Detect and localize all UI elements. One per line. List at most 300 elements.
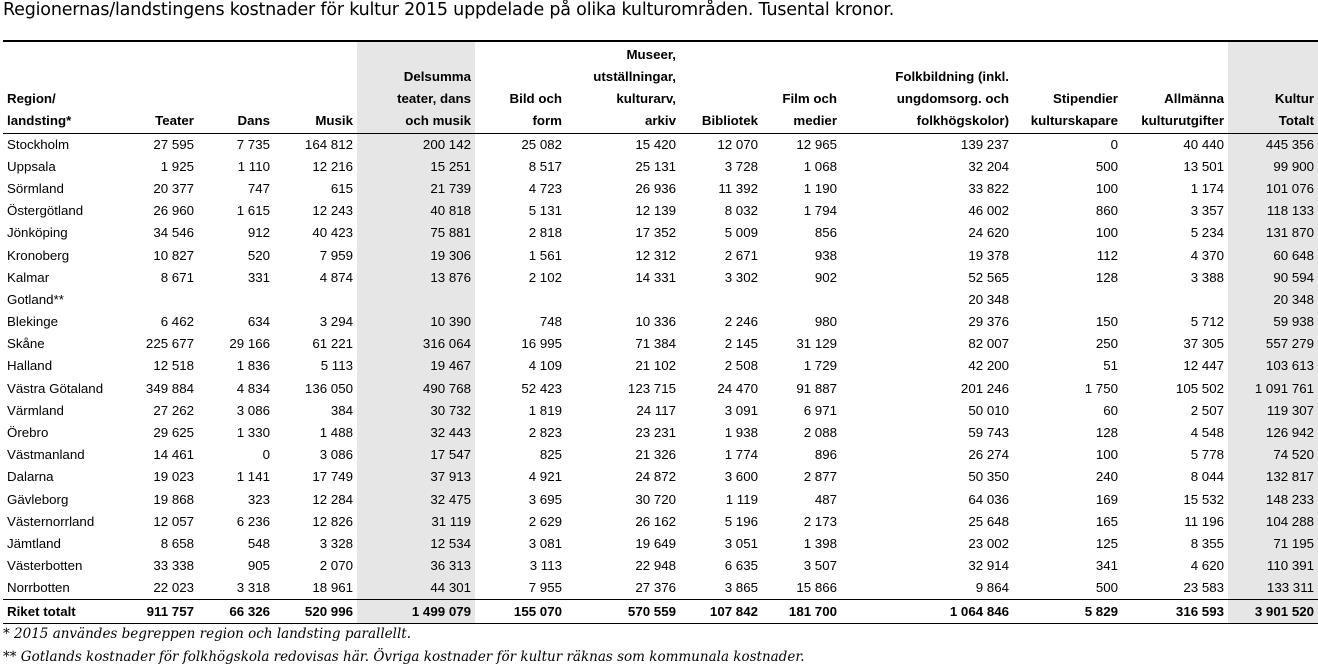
- row-label: Gotland**: [7, 291, 64, 307]
- table-cell: 349 884: [145, 380, 194, 396]
- table-cell: 26 274: [968, 447, 1009, 463]
- table-cell: 16 995: [521, 336, 562, 352]
- column-header: Kultur Totalt: [1228, 41, 1318, 133]
- table-cell: 8 032: [724, 203, 758, 219]
- table-cell: 6 236: [236, 513, 270, 529]
- table-cell: 3 328: [319, 535, 353, 551]
- table-cell: 520: [247, 247, 270, 263]
- table-cell: 100: [1095, 447, 1118, 463]
- table-cell: 61 221: [312, 336, 353, 352]
- table-cell: 150: [1095, 314, 1118, 330]
- table-cell: 40 440: [1183, 136, 1224, 152]
- table-row: [3, 222, 1318, 244]
- table-cell: 3 507: [803, 558, 837, 574]
- table-cell: 71 384: [635, 336, 676, 352]
- table-cell: 12 312: [635, 247, 676, 263]
- table-cell: 0: [262, 447, 270, 463]
- table-cell: 19 306: [357, 244, 475, 266]
- table-cell: 22 948: [635, 558, 676, 574]
- table-cell: 3 051: [724, 535, 758, 551]
- table-cell: 13 876: [357, 267, 475, 289]
- row-label: Gävleborg: [7, 491, 69, 507]
- table-cell: 5 712: [1190, 314, 1224, 330]
- table-cell: 3 357: [1190, 203, 1224, 219]
- table-cell: 3 600: [724, 469, 758, 485]
- table-cell: 341: [1095, 558, 1118, 574]
- table-row: [3, 200, 1318, 222]
- table-cell: 2 508: [724, 358, 758, 374]
- table-row: [3, 289, 1318, 311]
- table-cell: 71 195: [1228, 533, 1318, 555]
- table-cell: 3 695: [528, 491, 562, 507]
- table-cell: 29 376: [968, 314, 1009, 330]
- table-cell: 490 768: [357, 378, 475, 400]
- table-cell: [1013, 289, 1122, 311]
- table-cell: 26 960: [153, 203, 194, 219]
- table-cell: [475, 289, 566, 311]
- table-cell: [357, 289, 475, 311]
- table-cell: 2 246: [724, 314, 758, 330]
- table-cell: 22 023: [153, 580, 194, 596]
- table-cell: 46 002: [968, 203, 1009, 219]
- table-cell: 1 499 079: [357, 600, 475, 623]
- table-cell: 132 817: [1228, 466, 1318, 488]
- table-cell: 17 352: [635, 225, 676, 241]
- table-cell: 9 864: [975, 580, 1009, 596]
- column-header: Film och medier: [762, 41, 841, 133]
- table-cell: 32 443: [357, 422, 475, 444]
- table-cell: 12 284: [312, 491, 353, 507]
- table-cell: 123 715: [627, 380, 676, 396]
- table-cell: 31 129: [796, 336, 837, 352]
- table-cell: 64 036: [968, 491, 1009, 507]
- table-row: [3, 533, 1318, 555]
- table-cell: 12 139: [635, 203, 676, 219]
- table-cell: 37 305: [1183, 336, 1224, 352]
- table-cell: 825: [539, 447, 562, 463]
- table-cell: 128: [1095, 269, 1118, 285]
- table-cell: 15 420: [635, 136, 676, 152]
- column-header: Museer, utställningar, kulturarv, arkiv: [566, 41, 680, 133]
- table-cell: 2 173: [803, 513, 837, 529]
- table-cell: 17 547: [357, 444, 475, 466]
- table-cell: 5 196: [724, 513, 758, 529]
- table-cell: 101 076: [1228, 178, 1318, 200]
- table-cell: 548: [247, 535, 270, 551]
- table-cell: 570 559: [566, 600, 680, 623]
- table-cell: 856: [814, 225, 837, 241]
- table-cell: 13 501: [1183, 158, 1224, 174]
- table-cell: 15 251: [357, 156, 475, 178]
- table-cell: 21 326: [635, 447, 676, 463]
- table-cell: 34 546: [153, 225, 194, 241]
- table-cell: 2 088: [803, 425, 837, 441]
- table-cell: 82 007: [968, 336, 1009, 352]
- table-cell: 90 594: [1228, 267, 1318, 289]
- table-cell: 3 318: [236, 580, 270, 596]
- table-cell: 896: [814, 447, 837, 463]
- table-cell: 8 658: [160, 535, 194, 551]
- table-cell: 25 082: [521, 136, 562, 152]
- table-cell: 905: [247, 558, 270, 574]
- table-cell: 30 720: [635, 491, 676, 507]
- table-row: [3, 511, 1318, 533]
- table-cell: 26 162: [635, 513, 676, 529]
- table-cell: 3 091: [724, 402, 758, 418]
- row-label: Norrbotten: [7, 580, 70, 596]
- table-cell: 59 938: [1228, 311, 1318, 333]
- table-cell: 1 750: [1084, 380, 1118, 396]
- row-label: Kalmar: [7, 269, 50, 285]
- table-cell: 4 620: [1190, 558, 1224, 574]
- table-cell: 1 068: [803, 158, 837, 174]
- table-cell: 32 204: [968, 158, 1009, 174]
- table-cell: 25 131: [635, 158, 676, 174]
- table-row: [3, 400, 1318, 422]
- table-cell: 1 925: [160, 158, 194, 174]
- table-cell: 20 377: [153, 180, 194, 196]
- table-cell: 912: [247, 225, 270, 241]
- table-cell: 747: [247, 180, 270, 196]
- table-cell: 136 050: [304, 380, 353, 396]
- table-cell: 75 881: [357, 222, 475, 244]
- column-header: Delsumma teater, dans och musik: [357, 41, 475, 133]
- table-cell: 12 534: [357, 533, 475, 555]
- table-cell: [566, 289, 680, 311]
- table-cell: 1 488: [319, 425, 353, 441]
- row-label: Västernorrland: [7, 513, 95, 529]
- table-cell: 0: [1110, 136, 1118, 152]
- table-cell: 1 064 846: [841, 600, 1013, 623]
- culture-costs-table: [3, 40, 1318, 624]
- table-cell: 42 200: [968, 358, 1009, 374]
- row-label: Västerbotten: [7, 558, 83, 574]
- table-cell: 860: [1095, 203, 1118, 219]
- table-cell: 8 517: [528, 158, 562, 174]
- table-cell: 6 462: [160, 314, 194, 330]
- table-cell: 4 921: [528, 469, 562, 485]
- table-cell: 25 648: [968, 513, 1009, 529]
- table-row: [3, 422, 1318, 444]
- table-cell: 384: [330, 402, 353, 418]
- table-cell: 52 565: [968, 269, 1009, 285]
- table-cell: 19 023: [153, 469, 194, 485]
- table-cell: 1 091 761: [1228, 378, 1318, 400]
- table-cell: 316 064: [357, 333, 475, 355]
- total-row: [3, 600, 1318, 623]
- table-cell: 2 102: [528, 269, 562, 285]
- column-header: Bibliotek: [680, 41, 762, 133]
- table-cell: 52 423: [521, 380, 562, 396]
- table-cell: 1 794: [803, 203, 837, 219]
- table-row: [3, 444, 1318, 466]
- table-cell: 3 081: [528, 535, 562, 551]
- table-cell: 14 331: [635, 269, 676, 285]
- table-cell: 557 279: [1228, 333, 1318, 355]
- table-cell: 4 548: [1190, 425, 1224, 441]
- table-cell: 4 370: [1190, 247, 1224, 263]
- table-cell: 500: [1095, 158, 1118, 174]
- column-header: Dans: [198, 41, 274, 133]
- table-cell: 3 865: [724, 580, 758, 596]
- table-cell: 4 723: [528, 180, 562, 196]
- table-cell: 32 914: [968, 558, 1009, 574]
- row-label: Blekinge: [7, 314, 59, 330]
- table-cell: 3 086: [319, 447, 353, 463]
- row-label: Örebro: [7, 425, 49, 441]
- table-cell: 21 739: [357, 178, 475, 200]
- table-cell: 165: [1095, 513, 1118, 529]
- table-cell: [128, 289, 198, 311]
- table-cell: 126 942: [1228, 422, 1318, 444]
- table-cell: 36 313: [357, 555, 475, 577]
- row-label: Riket totalt: [3, 600, 128, 623]
- table-cell: 24 117: [636, 402, 676, 418]
- table-cell: 33 338: [153, 558, 194, 574]
- table-cell: 911 757: [128, 600, 198, 623]
- table-cell: 11 196: [1184, 513, 1224, 529]
- table-cell: 1 141: [236, 469, 270, 485]
- table-cell: 17 749: [312, 469, 353, 485]
- table-cell: 112: [1096, 247, 1118, 263]
- table-cell: 15 866: [796, 580, 837, 596]
- table-cell: 520 996: [274, 600, 357, 623]
- table-cell: 91 887: [796, 380, 837, 396]
- table-cell: 323: [247, 491, 270, 507]
- table-cell: 201 246: [960, 380, 1009, 396]
- table-cell: 12 826: [312, 513, 353, 529]
- table-cell: 24 872: [635, 469, 676, 485]
- table-cell: 125: [1095, 535, 1118, 551]
- table-cell: 60: [1103, 402, 1118, 418]
- table-cell: 1 174: [1190, 180, 1224, 196]
- table-cell: 615: [330, 180, 353, 196]
- table-cell: 250: [1095, 336, 1118, 352]
- table-cell: 3 294: [319, 314, 353, 330]
- table-cell: 331: [247, 269, 270, 285]
- table-cell: 1 190: [803, 180, 837, 196]
- table-cell: 5 778: [1190, 447, 1224, 463]
- table-cell: 5 829: [1013, 600, 1122, 623]
- footnote-1: * 2015 användes begreppen region och landsting parallellt.: [3, 626, 411, 642]
- table-cell: 15 532: [1183, 491, 1224, 507]
- table-cell: 1 119: [725, 491, 758, 507]
- table-cell: 19 649: [635, 535, 676, 551]
- row-label: Västmanland: [7, 447, 85, 463]
- table-cell: [762, 289, 841, 311]
- table-cell: 200 142: [357, 133, 475, 156]
- table-row: [3, 555, 1318, 577]
- table-cell: 12 965: [796, 136, 837, 152]
- table-cell: 60 648: [1228, 244, 1318, 266]
- table-cell: 128: [1095, 425, 1118, 441]
- table-cell: 181 700: [762, 600, 841, 623]
- row-label: Östergötland: [7, 203, 84, 219]
- table-cell: 2 507: [1190, 402, 1224, 418]
- table-cell: 12 243: [312, 203, 353, 219]
- row-label: Sörmland: [7, 180, 64, 196]
- row-label: Jämtland: [7, 535, 61, 551]
- table-row: [3, 133, 1318, 156]
- header-row: [3, 41, 1318, 133]
- table-cell: [680, 289, 762, 311]
- table-cell: 4 109: [528, 358, 562, 374]
- table-cell: 8 671: [160, 269, 194, 285]
- table-cell: 32 475: [357, 489, 475, 511]
- table-cell: 27 376: [635, 580, 676, 596]
- row-label: Uppsala: [7, 158, 56, 174]
- table-cell: 6 971: [803, 402, 837, 418]
- table-cell: 103 613: [1228, 355, 1318, 377]
- table-cell: 133 311: [1228, 577, 1318, 600]
- table-cell: 445 356: [1228, 133, 1318, 156]
- table-cell: 107 842: [680, 600, 762, 623]
- table-cell: 155 070: [475, 600, 566, 623]
- table-cell: 29 166: [229, 336, 270, 352]
- table-cell: 1 615: [236, 203, 270, 219]
- table-cell: 100: [1095, 180, 1118, 196]
- row-label: Jönköping: [7, 225, 68, 241]
- table-cell: 7 955: [528, 580, 562, 596]
- table-row: [3, 311, 1318, 333]
- table-cell: 2 823: [528, 425, 562, 441]
- column-header: Musik: [274, 41, 357, 133]
- table-cell: 29 625: [153, 425, 194, 441]
- table-cell: 59 743: [968, 425, 1009, 441]
- table-cell: 23 002: [968, 535, 1009, 551]
- table-cell: 51: [1103, 358, 1118, 374]
- table-cell: 6 635: [724, 558, 758, 574]
- table-cell: 99 900: [1228, 156, 1318, 178]
- table-cell: 44 301: [357, 577, 475, 600]
- table-cell: 748: [539, 314, 562, 330]
- table-row: [3, 378, 1318, 400]
- row-label: Värmland: [7, 402, 64, 418]
- table-cell: 12 216: [312, 158, 353, 174]
- column-header: Region/ landsting*: [3, 41, 128, 133]
- table-cell: 8 355: [1190, 535, 1224, 551]
- table-cell: 37 913: [357, 466, 475, 488]
- table-cell: 20 348: [968, 291, 1009, 307]
- table-row: [3, 333, 1318, 355]
- table-cell: 18 961: [312, 580, 353, 596]
- table-cell: 2 671: [724, 247, 758, 263]
- row-label: Stockholm: [7, 136, 70, 152]
- table-cell: 40 818: [357, 200, 475, 222]
- table-cell: 1 774: [724, 447, 758, 463]
- table-cell: 40 423: [312, 225, 353, 241]
- table-cell: 10 827: [153, 247, 194, 263]
- table-cell: 3 728: [724, 158, 758, 174]
- table-cell: 2 877: [803, 469, 837, 485]
- table-cell: 1 729: [803, 358, 837, 374]
- table-cell: 3 901 520: [1228, 600, 1318, 623]
- table-cell: 12 447: [1183, 358, 1224, 374]
- table-cell: 500: [1095, 580, 1118, 596]
- table-cell: 902: [814, 269, 837, 285]
- table-cell: 938: [814, 247, 837, 263]
- table-cell: 131 870: [1228, 222, 1318, 244]
- page-title: Regionernas/landstingens kostnader för kultur 2015 uppdelade på olika kulturområden. Tusental kronor.: [3, 0, 895, 20]
- table-cell: 487: [814, 491, 837, 507]
- table-cell: 31 119: [357, 511, 475, 533]
- table-row: [3, 267, 1318, 289]
- table-cell: 118 133: [1228, 200, 1318, 222]
- table-cell: 14 461: [153, 447, 194, 463]
- table-cell: 105 502: [1175, 380, 1224, 396]
- table-cell: 2 070: [319, 558, 353, 574]
- table-cell: 8 044: [1190, 469, 1224, 485]
- column-header: Allmänna kulturutgifter: [1122, 41, 1228, 133]
- table-cell: 980: [814, 314, 837, 330]
- row-label: Halland: [7, 358, 53, 374]
- column-header: Folkbildning (inkl. ungdomsorg. och folkhögskolor): [841, 41, 1013, 133]
- table-cell: 3 388: [1190, 269, 1224, 285]
- table-cell: 24 620: [968, 225, 1009, 241]
- table-cell: 1 330: [236, 425, 270, 441]
- table-row: [3, 156, 1318, 178]
- table-cell: 33 822: [968, 180, 1009, 196]
- table-cell: 19 378: [968, 247, 1009, 263]
- table-row: [3, 244, 1318, 266]
- table-cell: 4 834: [236, 380, 270, 396]
- table-row: [3, 355, 1318, 377]
- table-cell: 7 959: [319, 247, 353, 263]
- table-cell: 2 145: [724, 336, 758, 352]
- table-cell: 7 735: [236, 136, 270, 152]
- table-cell: 148 233: [1228, 489, 1318, 511]
- table-cell: 316 593: [1122, 600, 1228, 623]
- table-cell: 225 677: [145, 336, 194, 352]
- table-cell: 27 595: [153, 136, 194, 152]
- row-label: Kronoberg: [7, 247, 70, 263]
- table-cell: 20 348: [1228, 289, 1318, 311]
- table-cell: 19 467: [357, 355, 475, 377]
- table-cell: 24 470: [717, 380, 758, 396]
- table-cell: 3 113: [529, 558, 562, 574]
- table-cell: 139 237: [960, 136, 1009, 152]
- table-cell: 74 520: [1228, 444, 1318, 466]
- table-cell: 12 070: [717, 136, 758, 152]
- table-cell: 23 583: [1183, 580, 1224, 596]
- table-cell: 169: [1095, 491, 1118, 507]
- table-row: [3, 577, 1318, 600]
- table-cell: 1 110: [237, 158, 270, 174]
- table-cell: [198, 289, 274, 311]
- table-cell: 5 234: [1190, 225, 1224, 241]
- table-cell: 5 113: [320, 358, 353, 374]
- row-label: Dalarna: [7, 469, 54, 485]
- table-cell: 3 086: [236, 402, 270, 418]
- table-cell: 240: [1095, 469, 1118, 485]
- column-header: Teater: [128, 41, 198, 133]
- table-cell: 1 938: [724, 425, 758, 441]
- table-cell: 11 392: [718, 180, 758, 196]
- table-cell: 5 131: [528, 203, 562, 219]
- table-cell: 26 936: [635, 180, 676, 196]
- table-cell: 23 231: [635, 425, 676, 441]
- row-label: Skåne: [7, 336, 45, 352]
- table-cell: [274, 289, 357, 311]
- table-cell: 3 302: [724, 269, 758, 285]
- table-cell: 1 819: [528, 402, 562, 418]
- footnote-2: ** Gotlands kostnader för folkhögskola redovisas här. Övriga kostnader för kultur räknas som kommunala kostnader.: [3, 649, 805, 665]
- table-cell: 110 391: [1228, 555, 1318, 577]
- table-cell: 1 836: [236, 358, 270, 374]
- table-row: [3, 489, 1318, 511]
- table-cell: 1 561: [528, 247, 562, 263]
- table-row: [3, 178, 1318, 200]
